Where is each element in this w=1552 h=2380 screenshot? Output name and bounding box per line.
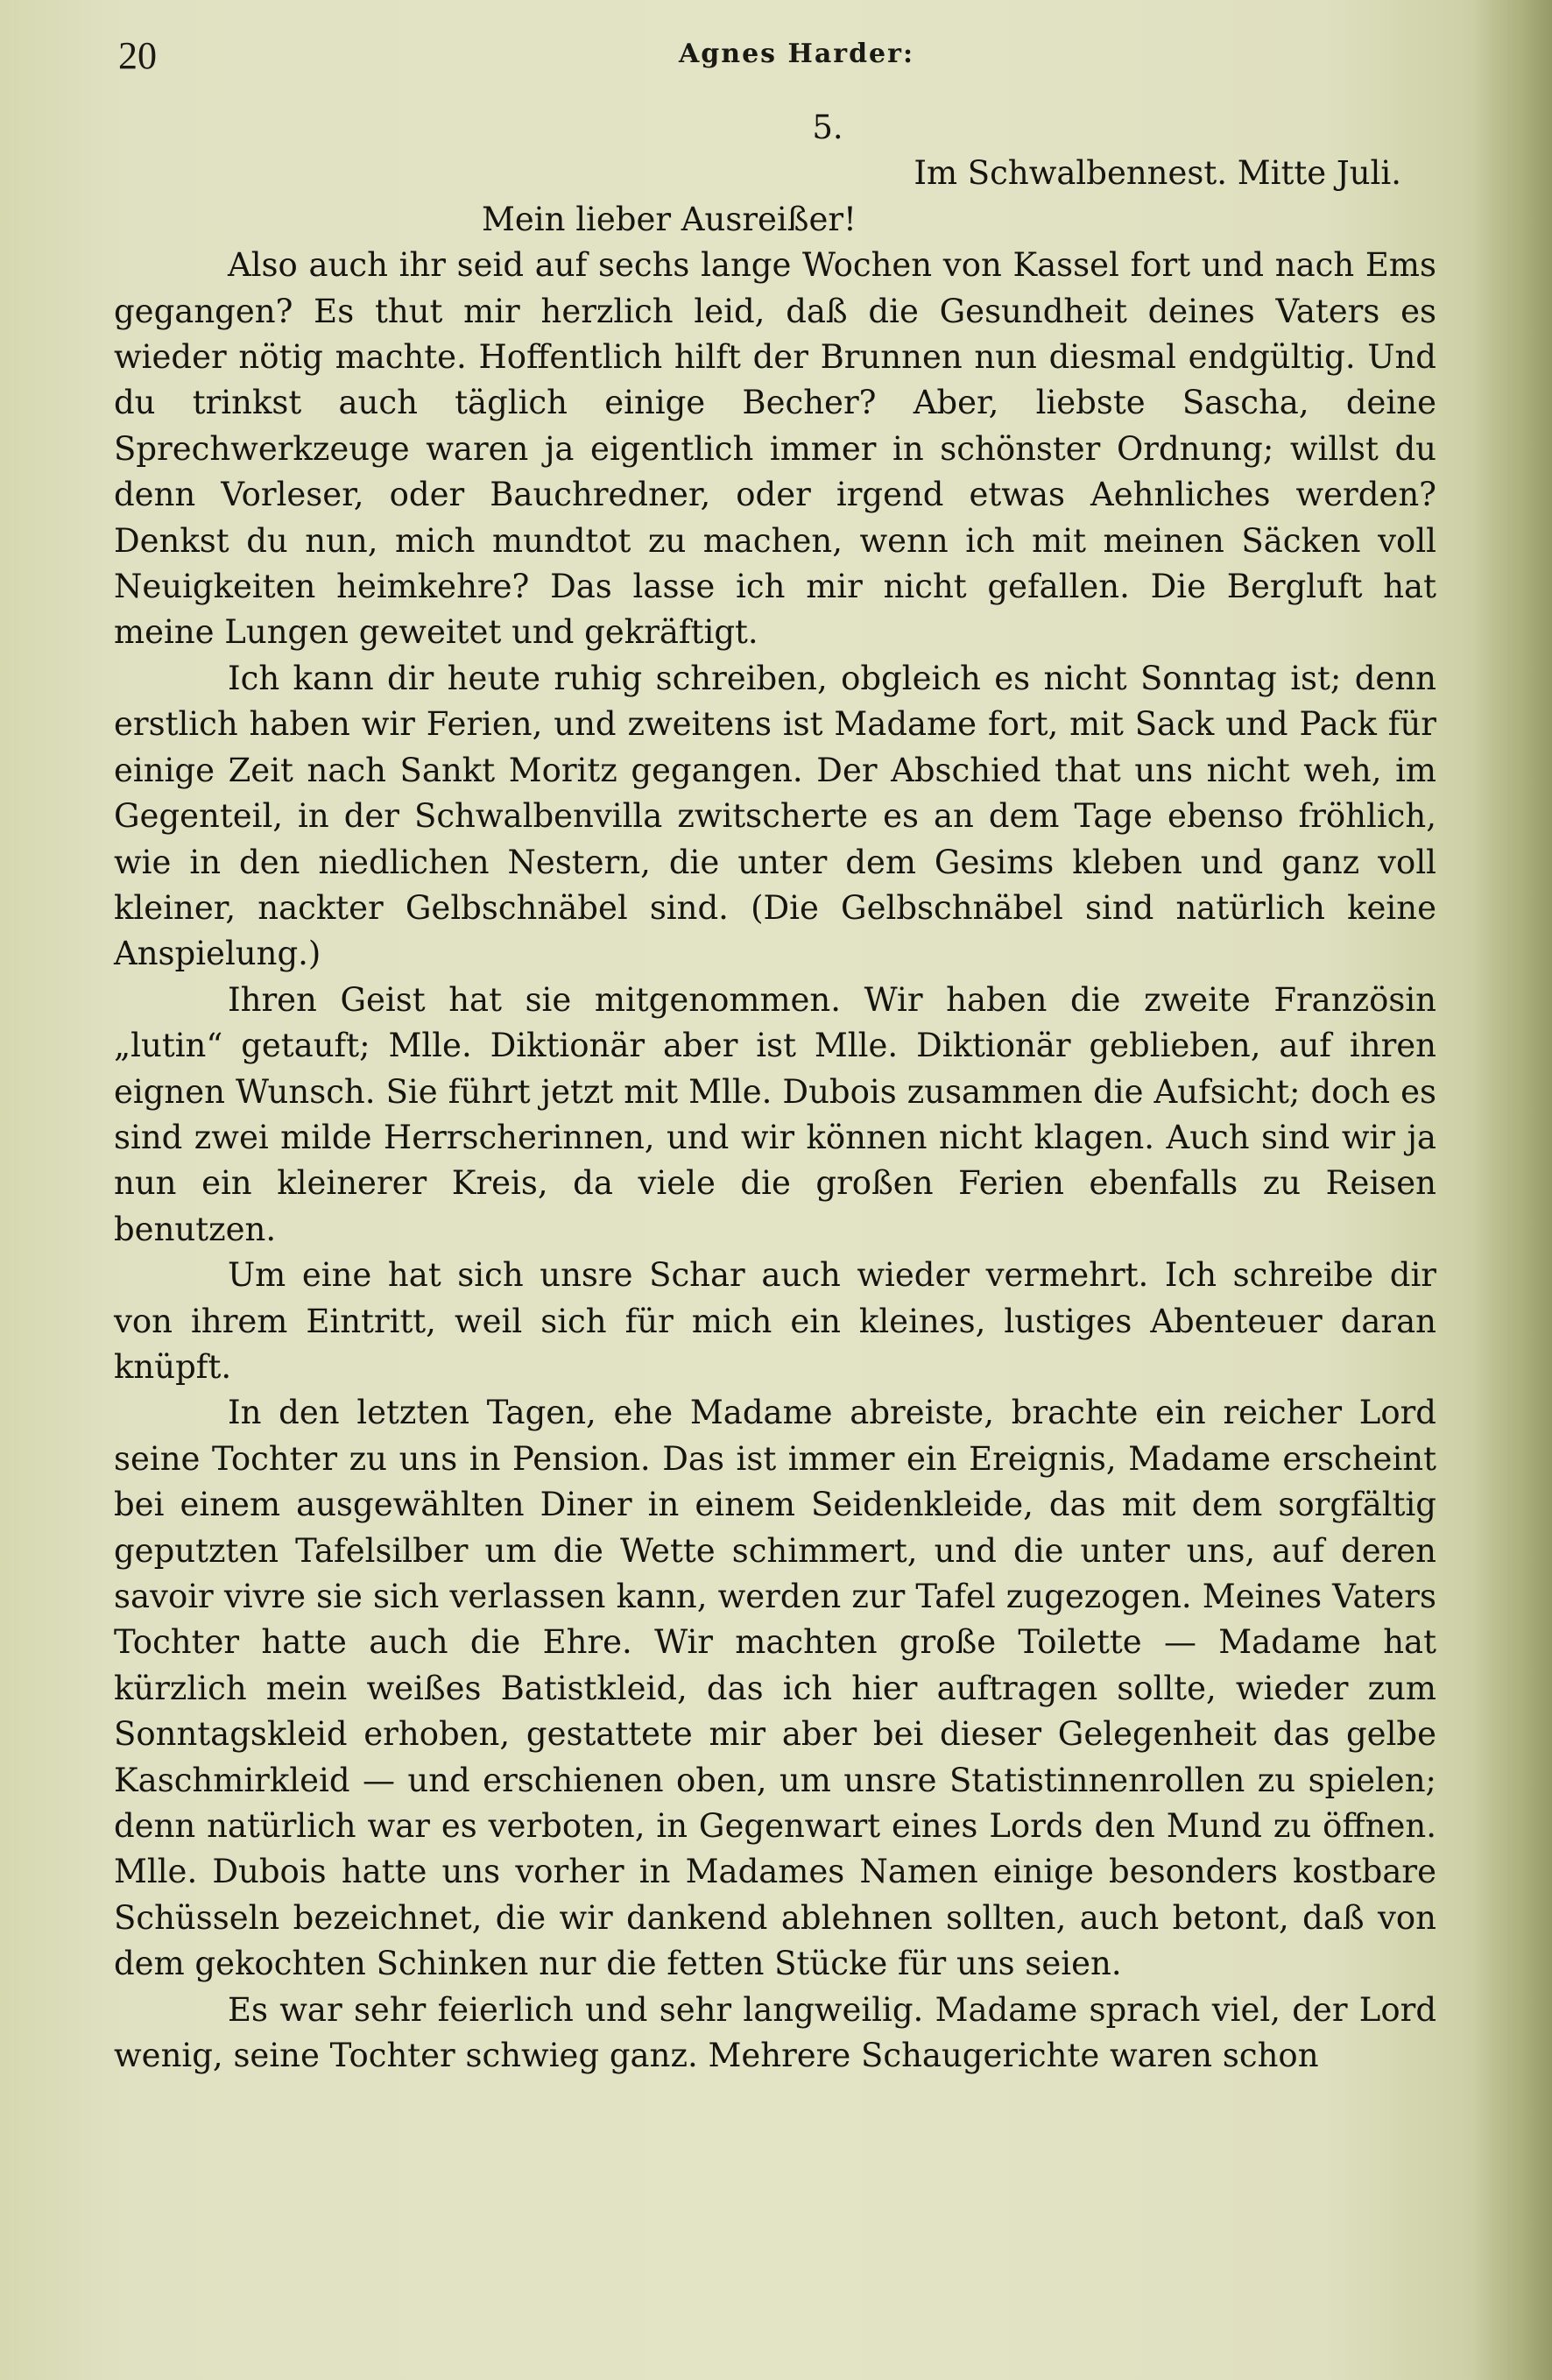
- paragraph-3: Ihren Geist hat sie mitgenommen. Wir haben die zweite Französin „lutin“ getauft; Mlle. Diktionär aber ist Mlle. Diktionär geblieben, auf ihren eignen Wunsch. Sie führt jetzt mit Mlle. Dubois zusammen die Aufsicht; doch es sind zwei milde Herrscherinnen, und wir können nicht klagen. Auch sind wir ja nun ein kleinerer Kreis, da viele die großen Ferien ebenfalls zu Reisen benutzen.: [114, 980, 1436, 1248]
- letter-dateline: Im Schwalbennest. Mitte Juli.: [914, 154, 1401, 193]
- running-head: Agnes Harder:: [679, 39, 915, 69]
- paragraph-4: Um eine hat sich unsre Schar auch wieder vermehrt. Ich schreibe dir von ihrem Eintritt, weil sich für mich ein kleines, lustiges Abenteuer daran knüpft.: [114, 1256, 1436, 1386]
- paragraph-6: Es war sehr feierlich und sehr langweilig. Madame sprach viel, der Lord wenig, seine Tochter schwieg ganz. Mehrere Schaugerichte waren schon: [114, 1990, 1436, 2075]
- letter-salutation: Mein lieber Ausreißer!: [482, 200, 857, 238]
- page-number: 20: [118, 34, 157, 77]
- letter-body: [114, 105, 1436, 2079]
- page-header: [118, 33, 1432, 86]
- paragraph-1: Also auch ihr seid auf sechs lange Wochen von Kassel fort und nach Ems gegangen? Es thut mir herzlich leid, daß die Gesundheit deines Vaters es wieder nötig machte. Hoffentlich hilft der Brunnen nun diesmal endgültig. Und du trinkst auch täglich einige Becher? Aber, liebste Sascha, deine Sprechwerkzeuge waren ja eigentlich immer in schönster Ordnung; willst du denn Vorleser, oder Bauchredner, oder irgend etwas Aehnliches werden? Denkst du nun, mich mundtot zu machen, wenn ich mit meinen Säcken voll Neuigkeiten heimkehre? Das lasse ich mir nicht gefallen. Die Bergluft hat meine Lungen geweitet und gekräftigt.: [114, 246, 1436, 652]
- paragraph-5: In den letzten Tagen, ehe Madame abreiste, brachte ein reicher Lord seine Tochter zu uns in Pension. Das ist immer ein Ereignis, Madame erscheint bei einem ausgewählten Diner in einem Seidenkleide, das mit dem sorgfältig geputzten Tafelsilber um die Wette schimmert, und die unter uns, auf deren savoir vivre sie sich verlassen kann, werden zur Tafel zugezogen. Meines Vaters Tochter hatte auch die Ehre. Wir machten große Toilette — Madame hat kürzlich mein weißes Batistkleid, das ich hier auftragen sollte, wieder zum Sonntagskleid erhoben, gestattete mir aber bei dieser Gelegenheit das gelbe Kaschmirkleid — und erschienen oben, um unsre Statistinnenrollen zu spielen; denn natürlich war es verboten, in Gegenwart eines Lords den Mund zu öffnen. Mlle. Dubois hatte uns vorher in Madames Namen einige besonders kostbare Schüsseln bezeichnet, die wir dankend ablehnen sollten, auch betont, daß von dem gekochten Schinken nur die fetten Stücke für uns seien.: [114, 1394, 1436, 1983]
- chapter-number: 5.: [812, 109, 843, 146]
- paragraph-2: Ich kann dir heute ruhig schreiben, obgleich es nicht Sonntag ist; denn erstlich haben wir Ferien, und zweitens ist Madame fort, mit Sack und Pack für einige Zeit nach Sankt Moritz gegangen. Der Abschied that uns nicht weh, im Gegenteil, in der Schwalbenvilla zwitscherte es an dem Tage ebenso fröhlich, wie in den niedlichen Nestern, die unter dem Gesims kleben und ganz voll kleiner, nackter Gelbschnäbel sind. (Die Gelbschnäbel sind natürlich keine Anspielung.): [114, 659, 1436, 973]
- page-edge-shadow: [1473, 0, 1552, 2380]
